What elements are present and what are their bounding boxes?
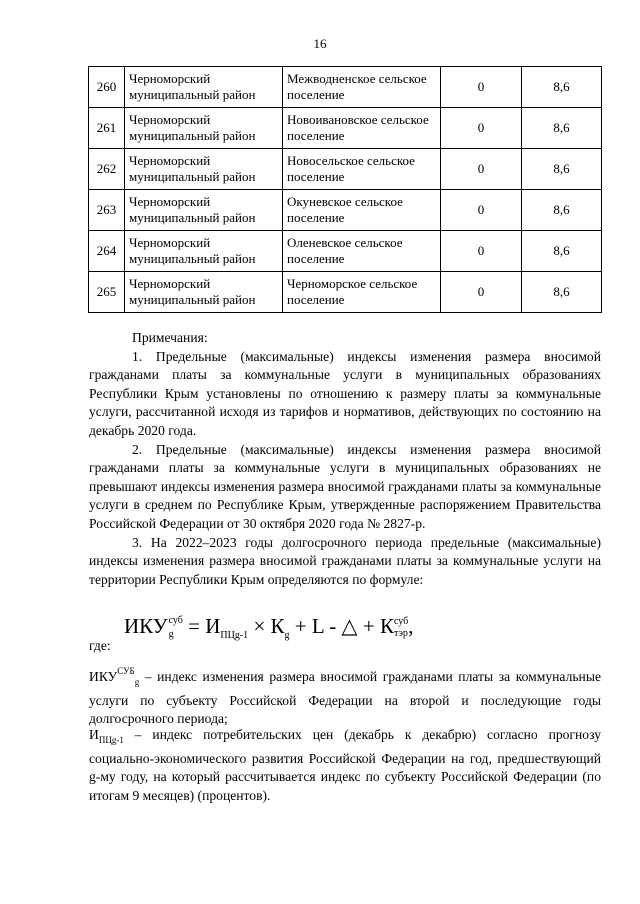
settlement-cell: Черноморское сельское поселение xyxy=(283,272,441,313)
formula-k2-sup: суб xyxy=(393,616,409,628)
formula-iku: ИКУ xyxy=(124,614,168,638)
definition-ipc xyxy=(89,726,601,805)
district-cell: Черноморский муниципальный район xyxy=(125,67,283,108)
formula-k-sub: g xyxy=(284,630,290,642)
formula-iku-sup: суб xyxy=(168,615,183,627)
table-row xyxy=(89,231,602,272)
value-cell-1: 0 xyxy=(441,108,522,149)
formula-i: И xyxy=(205,614,221,638)
settlement-cell: Новосельское сельское поселение xyxy=(283,149,441,190)
settlement-cell: Оленевское сельское поселение xyxy=(283,231,441,272)
row-number: 264 xyxy=(89,231,125,272)
table-row xyxy=(89,149,602,190)
def2-term: И xyxy=(89,727,99,742)
def2-text: – индекс потребительских цен (декабрь к декабрю) согласно прогнозу социально-экономического развития Российской Федерации на год, предшествующий g-му году, на который рассчитывается индекс по субъекту Российской Федерации (по итогам 9 месяцев) (процентов). xyxy=(89,727,601,803)
note-paragraph-2: 2. Предельные (максимальные) индексы изменения размера вносимой гражданами платы за коммунальные услуги в муниципальных образованиях не превышают индексы изменения размера вносимой гражданами платы за коммунальные услуги в среднем по Республике Крым, утвержденные распоряжением Правительства Российской Федерации от 30 октября 2020 года № 2827-р. xyxy=(89,441,601,531)
district-cell: Черноморский муниципальный район xyxy=(125,272,283,313)
settlement-cell: Межводненское сельское поселение xyxy=(283,67,441,108)
def1-term-sub: g xyxy=(134,677,140,687)
value-cell-1: 0 xyxy=(441,149,522,190)
value-cell-2: 8,6 xyxy=(522,108,602,149)
note-paragraph-1: 1. Предельные (максимальные) индексы изменения размера вносимой гражданами платы за коммунальные услуги в муниципальных образованиях Республики Крым установлены по отношению к размеру платы за коммунальные услуги, рассчитанной исходя из тарифов и нормативов, действующих по состоянию на декабрь 2020 года. xyxy=(89,348,601,438)
row-number: 262 xyxy=(89,149,125,190)
where-label: где: xyxy=(89,638,111,653)
table-row xyxy=(89,190,602,231)
formula xyxy=(124,614,413,641)
row-number: 265 xyxy=(89,272,125,313)
table-row xyxy=(89,67,602,108)
formula-k2: К xyxy=(379,614,394,638)
formula-times: × xyxy=(253,614,266,638)
table-row xyxy=(89,272,602,313)
formula-i-sub: ПЦg-1 xyxy=(220,630,249,642)
value-cell-1: 0 xyxy=(441,272,522,313)
formula-comma: , xyxy=(408,614,414,638)
row-number: 263 xyxy=(89,190,125,231)
district-cell: Черноморский муниципальный район xyxy=(125,108,283,149)
row-number: 260 xyxy=(89,67,125,108)
value-cell-1: 0 xyxy=(441,231,522,272)
formula-rest: + L - △ + xyxy=(294,614,375,638)
formula-equals: = xyxy=(188,614,200,638)
formula-k: К xyxy=(270,614,285,638)
value-cell-2: 8,6 xyxy=(522,190,602,231)
def2-term-sub: ПЦg-1 xyxy=(98,735,124,745)
def1-term-sup: СУБ xyxy=(117,666,135,676)
table-row xyxy=(89,108,602,149)
notes-section xyxy=(89,329,601,589)
settlement-cell: Новоивановское сельское поселение xyxy=(283,108,441,149)
value-cell-1: 0 xyxy=(441,67,522,108)
value-cell-2: 8,6 xyxy=(522,149,602,190)
district-cell: Черноморский муниципальный район xyxy=(125,231,283,272)
value-cell-1: 0 xyxy=(441,190,522,231)
district-cell: Черноморский муниципальный район xyxy=(125,149,283,190)
district-cell: Черноморский муниципальный район xyxy=(125,190,283,231)
def1-text: – индекс изменения размера вносимой гражданами платы за коммунальные услуги по субъекту Российской Федерации на второй и последующие годы долгосрочного периода; xyxy=(89,669,601,727)
value-cell-2: 8,6 xyxy=(522,231,602,272)
page-number: 16 xyxy=(313,36,327,51)
value-cell-2: 8,6 xyxy=(522,272,602,313)
notes-heading: Примечания: xyxy=(132,330,208,345)
municipal-index-table xyxy=(88,66,602,313)
formula-k2-sub: тэр xyxy=(393,628,408,640)
value-cell-2: 8,6 xyxy=(522,67,602,108)
note-paragraph-3: 3. На 2022–2023 годы долгосрочного периода предельные (максимальные) индексы изменения размера вносимой гражданами платы за коммунальные услуги на территории Республики Крым определяются по формуле: xyxy=(89,534,601,587)
definition-iku xyxy=(89,662,601,729)
settlement-cell: Окуневское сельское поселение xyxy=(283,190,441,231)
def1-term: ИКУ xyxy=(89,669,118,684)
formula-iku-sub: g xyxy=(168,629,174,641)
row-number: 261 xyxy=(89,108,125,149)
